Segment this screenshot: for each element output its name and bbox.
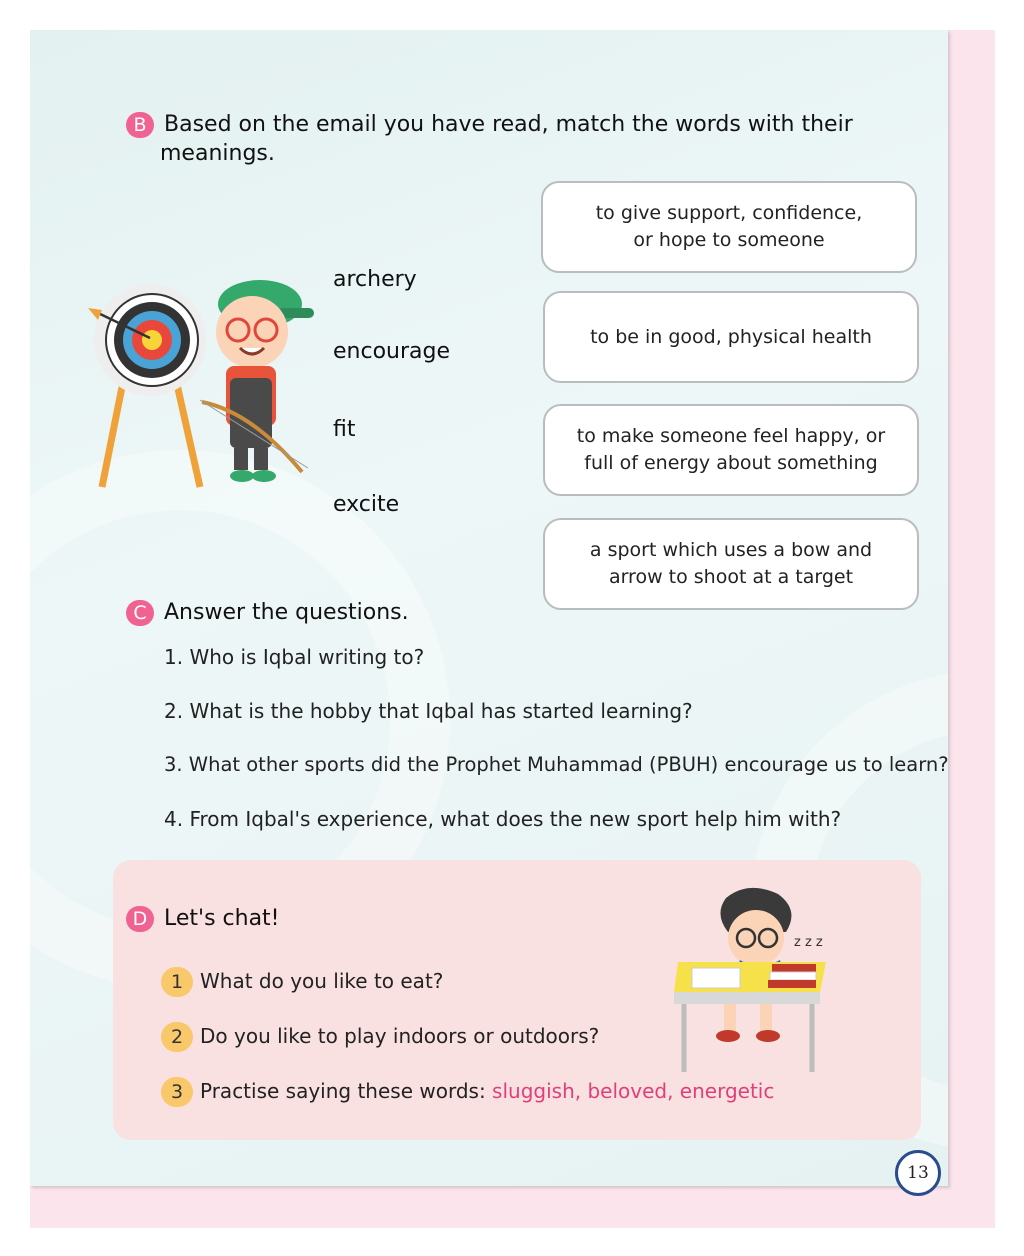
chat-number-1: 1 (161, 967, 193, 997)
meaning-text: to be in good, physical health (590, 325, 872, 348)
chat-number-3: 3 (161, 1077, 193, 1107)
word-excite: excite (333, 492, 400, 517)
question-2: 2. What is the hobby that Iqbal has started learning? (164, 699, 693, 723)
page-number: 13 (895, 1150, 941, 1196)
section-c-title: Answer the questions. (164, 600, 409, 625)
chat-question-3-text: Practise saying these words: (200, 1079, 493, 1103)
meaning-text: a sport which uses a bow and arrow to shoot at a target (589, 539, 873, 588)
question-4: 4. From Iqbal's experience, what does the new sport help him with? (164, 807, 842, 831)
section-b-instruction-line1: Based on the email you have read, match the words with their (164, 112, 853, 137)
word-archery: archery (333, 267, 417, 292)
meaning-box[interactable] (543, 518, 919, 610)
sleep-text: z z z (794, 935, 823, 950)
section-b-badge: B (126, 112, 154, 138)
desk-icon (674, 962, 826, 1072)
target-stand-icon (88, 284, 206, 487)
page-edge-right (948, 30, 995, 1228)
meaning-box[interactable] (543, 404, 919, 496)
chat-question-3 (200, 1079, 774, 1103)
question-1: 1. Who is Iqbal writing to? (164, 645, 425, 669)
archery-boy-illustration (82, 262, 322, 492)
chat-question-2: Do you like to play indoors or outdoors? (200, 1024, 600, 1048)
section-d-badge: D (126, 906, 154, 932)
chat-question-1: What do you like to eat? (200, 969, 444, 993)
boy-icon (200, 280, 314, 482)
word-encourage: encourage (333, 339, 451, 364)
page-edge-bottom (30, 1186, 995, 1228)
meaning-text: to make someone feel happy, or full of energy about something (576, 425, 886, 474)
meaning-box[interactable] (543, 291, 919, 383)
word-fit: fit (333, 417, 356, 442)
section-c-badge: C (126, 600, 154, 626)
meaning-box[interactable] (541, 181, 917, 273)
section-b-instruction-line2: meanings. (160, 141, 275, 166)
chat-number-2: 2 (161, 1022, 193, 1052)
sleeping-boy-illustration (668, 880, 838, 1080)
section-d-title: Let's chat! (164, 906, 280, 931)
question-3: 3. What other sports did the Prophet Muhammad (PBUH) encourage us to learn? (164, 753, 949, 776)
highlight-words: sluggish, beloved, energetic (492, 1079, 775, 1103)
meaning-text: to give support, confidence, or hope to someone (595, 202, 863, 251)
